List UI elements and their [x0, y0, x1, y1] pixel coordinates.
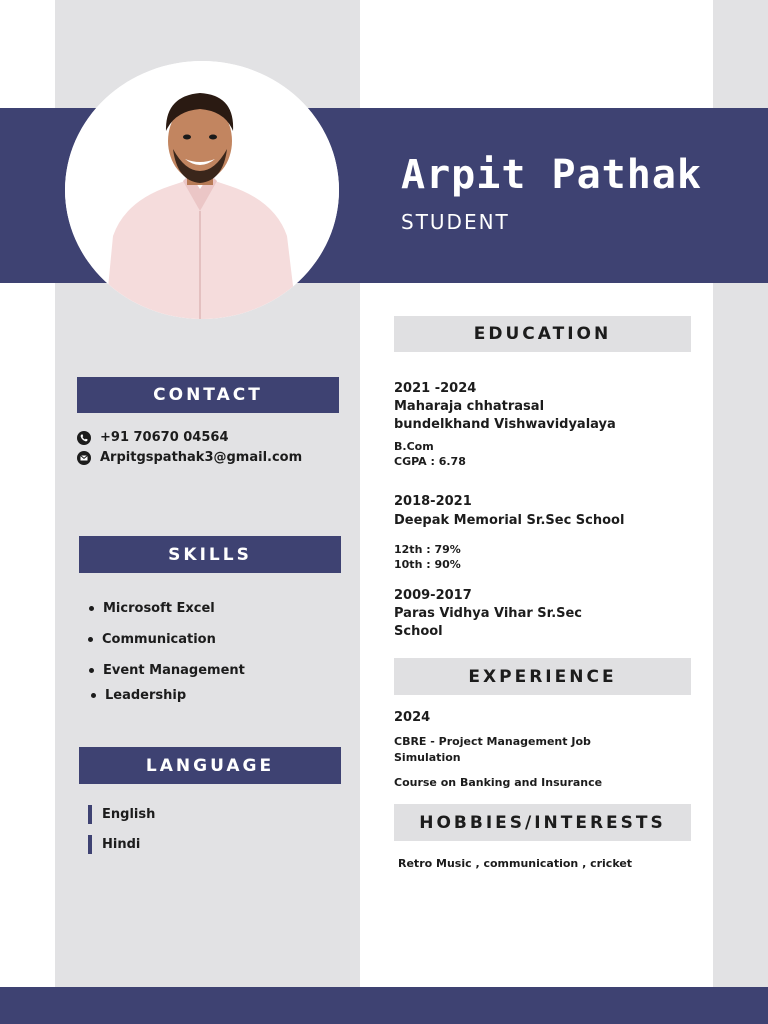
- language-marker: [88, 805, 92, 824]
- contact-phone-row: [77, 430, 229, 445]
- bullet-icon: [88, 637, 93, 642]
- education-detail: 10th : 90%: [394, 558, 461, 571]
- education-detail: 12th : 79%: [394, 543, 461, 556]
- education-heading: EDUCATION: [394, 316, 691, 352]
- contact-email-row: [77, 450, 302, 465]
- education-institution: Paras Vidhya Vihar Sr.Sec: [394, 606, 583, 621]
- education-institution: bundelkhand Vishwavidyalaya: [394, 417, 616, 432]
- language-item: English: [88, 805, 155, 824]
- contact-heading: CONTACT: [77, 377, 339, 413]
- education-detail: CGPA : 6.78: [394, 455, 466, 468]
- experience-year: 2024: [394, 710, 431, 725]
- language-heading: LANGUAGE: [79, 747, 341, 784]
- email-icon: [77, 451, 91, 465]
- bullet-icon: [89, 668, 94, 673]
- footer-band: [0, 987, 768, 1024]
- education-years: 2009-2017: [394, 588, 472, 603]
- education-detail: B.Com: [394, 440, 434, 453]
- skill-item: Communication: [88, 632, 216, 647]
- contact-phone: +91 70670 04564: [100, 430, 229, 445]
- education-years: 2018-2021: [394, 494, 472, 509]
- bullet-icon: [91, 693, 96, 698]
- education-years: 2021 -2024: [394, 381, 477, 396]
- person-illustration: [65, 61, 339, 319]
- experience-item: Simulation: [394, 751, 461, 764]
- profile-photo: [65, 61, 339, 319]
- hobbies-text: Retro Music , communication , cricket: [398, 857, 633, 870]
- experience-heading: EXPERIENCE: [394, 658, 691, 695]
- skills-heading: SKILLS: [79, 536, 341, 573]
- profile-role: STUDENT: [401, 210, 510, 234]
- skill-item: Event Management: [89, 663, 245, 678]
- skill-item: Microsoft Excel: [89, 601, 215, 616]
- experience-item: CBRE - Project Management Job: [394, 735, 591, 748]
- language-item: Hindi: [88, 835, 140, 854]
- hobbies-heading: HOBBIES/INTERESTS: [394, 804, 691, 841]
- skill-item: Leadership: [91, 688, 186, 703]
- profile-name: Arpit Pathak: [401, 152, 702, 198]
- contact-email: Arpitgspathak3@gmail.com: [100, 450, 303, 465]
- language-marker: [88, 835, 92, 854]
- experience-item: Course on Banking and Insurance: [394, 776, 603, 789]
- education-institution: Maharaja chhatrasal: [394, 399, 545, 414]
- phone-icon: [77, 431, 91, 445]
- bullet-icon: [89, 606, 94, 611]
- education-institution: School: [394, 624, 443, 639]
- education-institution: Deepak Memorial Sr.Sec School: [394, 513, 625, 528]
